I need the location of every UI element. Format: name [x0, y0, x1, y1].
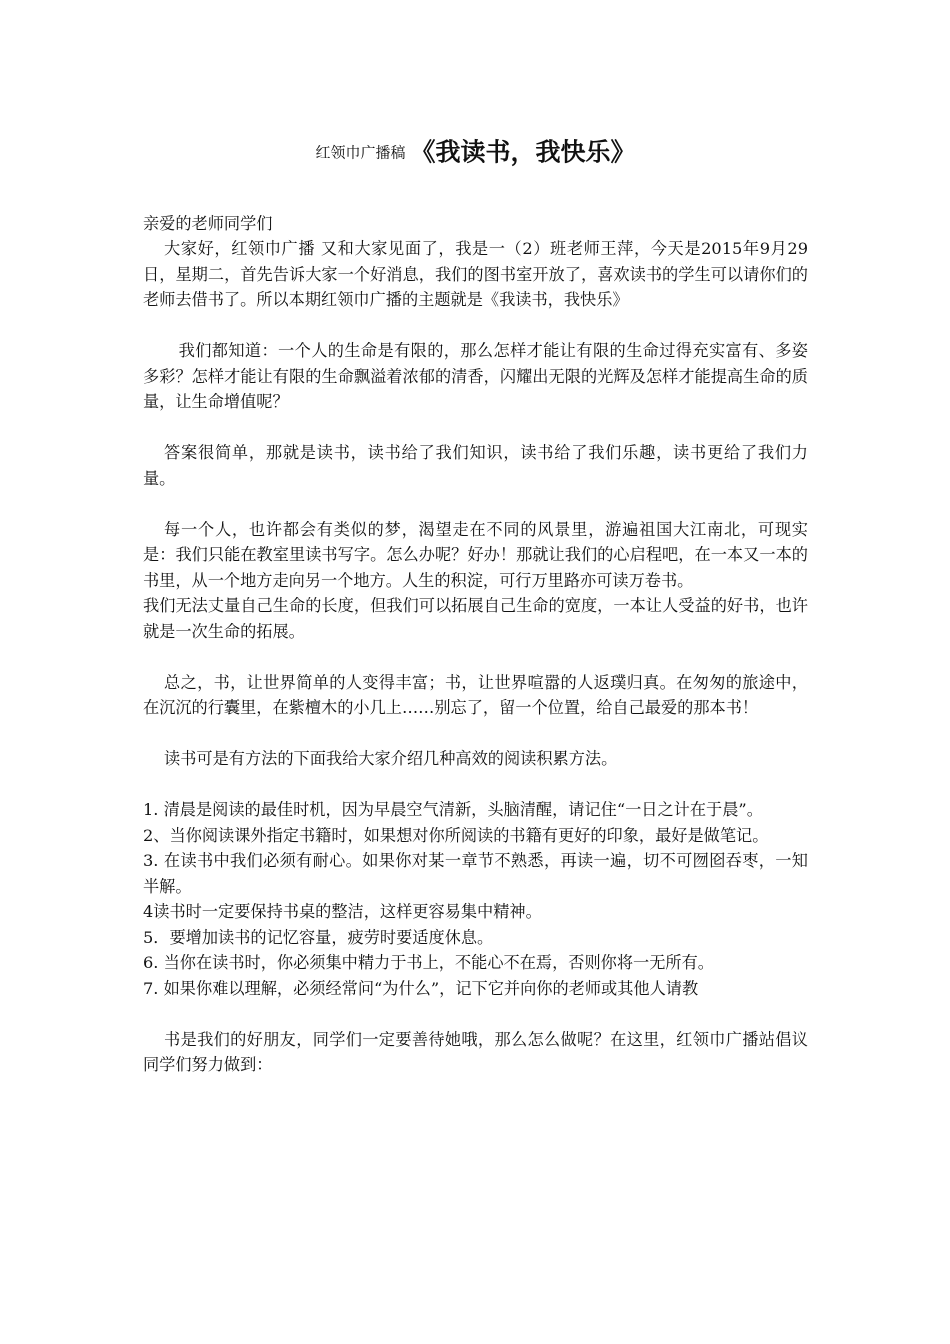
- paragraph-width: 我们无法丈量自己生命的长度，但我们可以拓展自己生命的宽度，一本让人受益的好书，也许就是一次生命的拓展。: [143, 596, 808, 641]
- paragraph-dream: 每一个人，也许都会有类似的梦，渴望走在不同的风景里，游遍祖国大江南北，可现实是：我们只能在教室里读书写字。怎么办呢？好办！那就让我们的心启程吧，在一本又一本的书里，从一个地方走向另一个地方。人生的积淀，可行万里路亦可读万卷书。: [143, 519, 808, 590]
- document-title: [143, 128, 808, 177]
- paragraph-intro: 大家好，红领巾广播 又和大家见面了，我是一（2）班老师王萍，今天是2015年9月29日，星期二，首先告诉大家一个好消息，我们的图书室开放了，喜欢读书的学生可以请你们的老师去借书了。所以本期红领巾广播的主题就是《我读书，我快乐》: [143, 239, 808, 309]
- paragraph-gap: [143, 1001, 808, 1027]
- paragraph-answer: 答案很简单，那就是读书，读书给了我们知识，读书给了我们乐趣，读书更给了我们力量。: [143, 443, 808, 488]
- method-item-2: 2、当你阅读课外指定书籍时，如果想对你所阅读的书籍有更好的印象，最好是做笔记。: [143, 825, 769, 845]
- method-item-7: 7. 如果你难以理解，必须经常问“为什么”，记下它并向你的老师或其他人请教: [143, 978, 699, 998]
- paragraph-gap: [143, 772, 808, 798]
- method-item-3: 3. 在读书中我们必须有耐心。如果你对某一章节不熟悉，再读一遍，切不可囫囵吞枣，一知半解。: [143, 851, 808, 896]
- paragraph-life: 我们都知道：一个人的生命是有限的，那么怎样才能让有限的生命过得充实富有、多姿多彩？怎样才能让有限的生命飘溢着浓郁的清香，闪耀出无限的光辉及怎样才能提高生命的质量，让生命增值呢？: [143, 341, 808, 411]
- method-item-1: 1. 清晨是阅读的最佳时机，因为早晨空气清新，头脑清醒，请记住“一日之计在于晨”。: [143, 800, 763, 819]
- salutation: 亲爱的老师同学们: [143, 213, 273, 233]
- paragraph-gap: [143, 313, 808, 339]
- paragraph-gap: [143, 644, 808, 670]
- method-item-4: 4读书时一定要保持书桌的整洁，这样更容易集中精神。: [143, 902, 542, 921]
- method-item-5: 5．要增加读书的记忆容量，疲劳时要适度休息。: [143, 927, 494, 947]
- paragraph-closing: 书是我们的好朋友，同学们一定要善待她哦，那么怎么做呢？在这里，红领巾广播站倡议同学们努力做到：: [143, 1029, 808, 1074]
- paragraph-methods-intro: 读书可是有方法的下面我给大家介绍几种高效的阅读积累方法。: [164, 749, 618, 768]
- paragraph-gap: [143, 491, 808, 517]
- paragraph-gap: [143, 721, 808, 747]
- paragraph-summary: 总之，书，让世界简单的人变得丰富；书，让世界喧嚣的人返璞归真。在匆匆的旅途中，在沉沉的行囊里，在紫檀木的小几上……别忘了，留一个位置，给自己最爱的那本书！: [143, 672, 808, 717]
- paragraph-gap: [143, 415, 808, 441]
- title-main: 《我读书，我快乐》: [410, 137, 636, 167]
- title-prefix: 红领巾广播稿: [315, 143, 406, 162]
- method-item-6: 6. 当你在读书时，你必须集中精力于书上，不能心不在焉，否则你将一无所有。: [143, 953, 714, 972]
- document-page: [143, 128, 808, 1078]
